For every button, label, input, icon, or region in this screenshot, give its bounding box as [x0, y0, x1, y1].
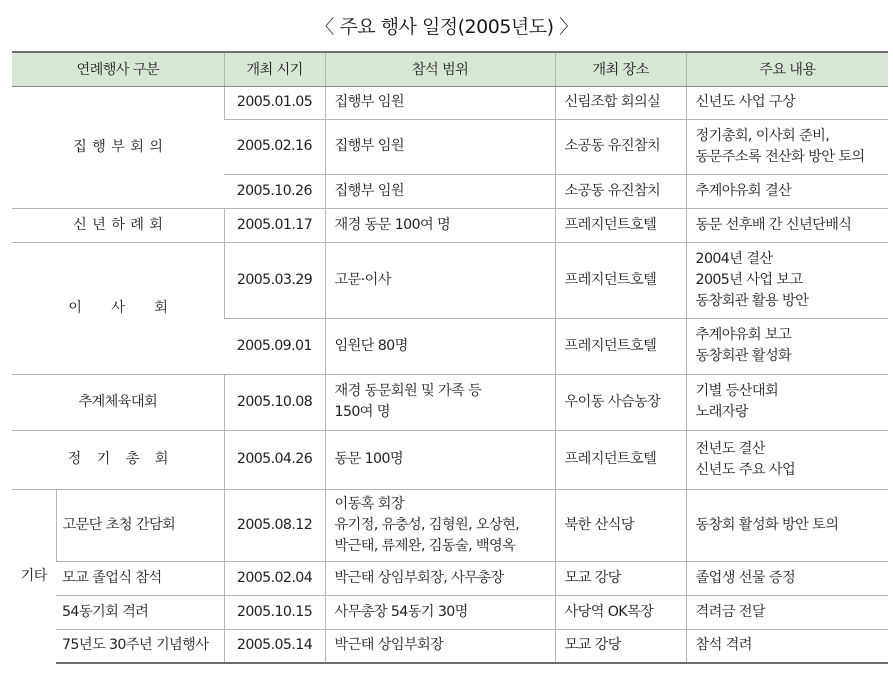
- category-cell: 집 행 부 회 의: [12, 86, 224, 208]
- attendees-cell: 집행부 임원: [325, 174, 555, 208]
- category-cell: 이 사 회: [12, 242, 224, 374]
- table-row: [12, 208, 888, 242]
- content-line: 2004년 결산: [695, 250, 773, 267]
- date-cell: 2005.05.14: [224, 629, 325, 663]
- content-line: 기별 등산대회: [695, 383, 779, 399]
- place-cell: 소공동 유진참치: [555, 174, 686, 208]
- attendees-cell: 동문 100명: [325, 430, 555, 489]
- content-cell: [686, 374, 888, 430]
- attendees-line: 유기정, 유충성, 김형원, 오상현,: [334, 516, 520, 533]
- date-cell: 2005.03.29: [224, 242, 325, 318]
- attendees-line: 이동혹 회장: [334, 495, 404, 512]
- content-cell: 추계야유회 결산: [686, 174, 888, 208]
- content-cell: 졸업생 선물 증정: [686, 561, 888, 595]
- attendees-cell: 사무총장 54동기 30명: [325, 595, 555, 629]
- date-cell: 2005.02.16: [224, 119, 325, 174]
- attendees-line: 150여 명: [334, 404, 390, 420]
- header-row: [12, 52, 888, 86]
- content-line: 전년도 결산: [695, 440, 765, 457]
- category-cell: 정 기 총 회: [12, 430, 224, 489]
- header-category: 연례행사 구분: [12, 52, 224, 86]
- place-cell: 프레지던트호텔: [555, 318, 686, 374]
- table-row: [12, 595, 888, 629]
- content-line: 노래자랑: [695, 404, 748, 420]
- content-line: 추계야유회 보고: [695, 327, 792, 343]
- attendees-cell: 재경 동문 100여 명: [325, 208, 555, 242]
- content-cell: [686, 318, 888, 374]
- content-cell: 격려금 전달: [686, 595, 888, 629]
- content-cell: 참석 격려: [686, 629, 888, 663]
- content-cell: 동문 선후배 간 신년단배식: [686, 208, 888, 242]
- place-cell: 사당역 OK목장: [555, 595, 686, 629]
- attendees-line: 재경 동문회원 및 가족 등: [334, 383, 482, 399]
- place-cell: 우이동 사슴농장: [555, 374, 686, 430]
- place-cell: 신림조합 회의실: [555, 86, 686, 119]
- place-cell: 프레지던트호텔: [555, 208, 686, 242]
- table-row: [12, 86, 888, 119]
- content-cell: [686, 119, 888, 174]
- header-content: 주요 내용: [686, 52, 888, 86]
- content-line: 신년도 주요 사업: [695, 461, 796, 478]
- attendees-cell: [325, 374, 555, 430]
- subcategory-cell: 고문단 초청 간담회: [56, 489, 224, 561]
- date-cell: 2005.08.12: [224, 489, 325, 561]
- subcategory-cell: 모교 졸업식 참석: [56, 561, 224, 595]
- place-cell: 북한 산식당: [555, 489, 686, 561]
- attendees-cell: 집행부 임원: [325, 86, 555, 119]
- date-cell: 2005.09.01: [224, 318, 325, 374]
- attendees-cell: 박근태 상임부회장, 사무총장: [325, 561, 555, 595]
- table-row: [12, 374, 888, 430]
- date-cell: 2005.04.26: [224, 430, 325, 489]
- date-cell: 2005.10.08: [224, 374, 325, 430]
- subcategory-cell: 54동기회 격려: [56, 595, 224, 629]
- content-line: 2005년 사업 보고: [695, 271, 803, 288]
- event-schedule-table: [12, 51, 888, 664]
- date-cell: 2005.10.26: [224, 174, 325, 208]
- attendees-cell: 임원단 80명: [325, 318, 555, 374]
- place-cell: 프레지던트호텔: [555, 430, 686, 489]
- table-row: [12, 242, 888, 318]
- content-cell: 신년도 사업 구상: [686, 86, 888, 119]
- attendees-line: 박근태, 류제완, 김동술, 백영옥: [334, 537, 516, 554]
- content-line: 동창회관 활성화: [695, 348, 792, 364]
- category-cell: 신 년 하 례 회: [12, 208, 224, 242]
- place-cell: 프레지던트호텔: [555, 242, 686, 318]
- content-line: 동문주소록 전산화 방안 토의: [695, 148, 865, 165]
- date-cell: 2005.01.05: [224, 86, 325, 119]
- attendees-cell: 고문·이사: [325, 242, 555, 318]
- header-place: 개최 장소: [555, 52, 686, 86]
- date-cell: 2005.01.17: [224, 208, 325, 242]
- category-cell: 기타: [12, 489, 56, 663]
- date-cell: 2005.02.04: [224, 561, 325, 595]
- date-cell: 2005.10.15: [224, 595, 325, 629]
- attendees-cell: 집행부 임원: [325, 119, 555, 174]
- table-row: [12, 629, 888, 663]
- content-cell: [686, 242, 888, 318]
- table-row: [12, 489, 888, 561]
- place-cell: 모교 강당: [555, 561, 686, 595]
- subcategory-cell: 75년도 30주년 기념행사: [56, 629, 224, 663]
- table-row: [12, 561, 888, 595]
- header-date: 개최 시기: [224, 52, 325, 86]
- content-line: 정기총회, 이사회 준비,: [695, 127, 830, 144]
- content-line: 동창회관 활용 방안: [695, 292, 809, 309]
- content-cell: 동창회 활성화 방안 토의: [686, 489, 888, 561]
- content-cell: [686, 430, 888, 489]
- attendees-cell: 박근태 상임부회장: [325, 629, 555, 663]
- place-cell: 소공동 유진참치: [555, 119, 686, 174]
- attendees-cell: [325, 489, 555, 561]
- table-title: 〈 주요 행사 일정(2005년도) 〉: [315, 16, 578, 38]
- category-cell: 추계체육대회: [12, 374, 224, 430]
- header-attendees: 참석 범위: [325, 52, 555, 86]
- table-row: [12, 430, 888, 489]
- place-cell: 모교 강당: [555, 629, 686, 663]
